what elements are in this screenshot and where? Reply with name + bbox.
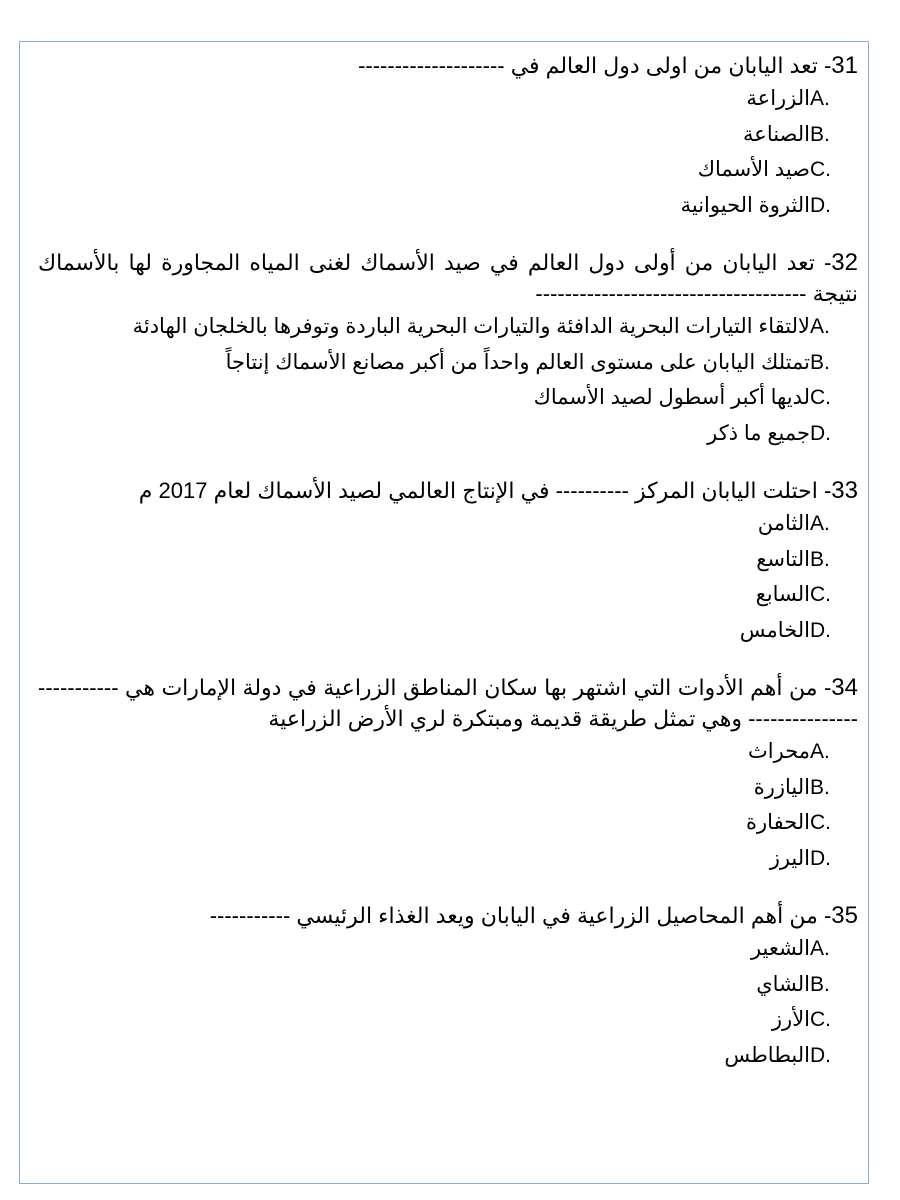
option-text: لالتقاء التيارات البحرية الدافئة والتيارات البحرية الباردة وتوفرها بالخلجان الهادئة bbox=[132, 315, 810, 338]
question-32 bbox=[38, 247, 858, 451]
question-33 bbox=[38, 475, 858, 648]
option-d[interactable] bbox=[38, 841, 858, 877]
option-c[interactable] bbox=[38, 380, 858, 416]
option-text: الصناعة bbox=[743, 122, 810, 146]
option-c[interactable] bbox=[38, 805, 858, 841]
option-a[interactable] bbox=[38, 81, 858, 117]
option-text: الأرز bbox=[771, 1008, 810, 1031]
option-b[interactable] bbox=[38, 345, 858, 381]
option-text: اليازرة bbox=[753, 775, 810, 799]
options-list bbox=[38, 506, 858, 648]
option-d[interactable] bbox=[38, 416, 858, 452]
question-number: 33 bbox=[831, 477, 858, 504]
question-text bbox=[38, 900, 858, 931]
question-number: 34 bbox=[831, 674, 858, 701]
option-text: صيد الأسماك bbox=[697, 158, 810, 181]
option-d[interactable] bbox=[38, 1038, 858, 1074]
option-letter: A. bbox=[810, 87, 830, 110]
option-letter: A. bbox=[810, 512, 830, 535]
question-body: - من أهم المحاصيل الزراعية في اليابان ويعد الغذاء الرئيسي ----------- bbox=[209, 903, 832, 928]
option-letter: B. bbox=[810, 350, 830, 374]
option-text: جميع ما ذكر bbox=[707, 421, 810, 445]
option-b[interactable] bbox=[38, 967, 858, 1003]
question-number: 31 bbox=[831, 52, 858, 79]
question-text bbox=[38, 247, 858, 309]
option-d[interactable] bbox=[38, 613, 858, 649]
option-letter: D. bbox=[810, 846, 831, 870]
option-text: التاسع bbox=[756, 547, 810, 571]
question-31 bbox=[38, 50, 858, 223]
option-c[interactable] bbox=[38, 1002, 858, 1038]
question-number: 35 bbox=[831, 902, 858, 929]
option-letter: D. bbox=[810, 421, 831, 445]
option-text: الشعير bbox=[750, 937, 810, 960]
question-34 bbox=[38, 672, 858, 876]
option-a[interactable] bbox=[38, 309, 858, 345]
option-text: لديها أكبر أسطول لصيد الأسماك bbox=[533, 386, 810, 409]
option-a[interactable] bbox=[38, 506, 858, 542]
question-text bbox=[38, 50, 858, 81]
option-letter: A. bbox=[810, 315, 830, 338]
option-letter: D. bbox=[810, 618, 831, 642]
option-letter: B. bbox=[810, 972, 830, 996]
option-letter: C. bbox=[810, 386, 831, 409]
option-text: الشاي bbox=[756, 972, 810, 996]
option-letter: D. bbox=[810, 193, 831, 217]
option-text: السابع bbox=[755, 583, 810, 606]
option-text: الزراعة bbox=[746, 87, 810, 110]
option-letter: C. bbox=[810, 158, 831, 181]
option-letter: C. bbox=[810, 583, 831, 606]
option-text: البطاطس bbox=[724, 1043, 810, 1067]
option-letter: C. bbox=[810, 1008, 831, 1031]
option-text: الثامن bbox=[757, 512, 810, 535]
question-text bbox=[38, 672, 858, 734]
option-text: الحفارة bbox=[746, 811, 810, 834]
option-letter: A. bbox=[810, 740, 830, 763]
options-list bbox=[38, 81, 858, 223]
option-letter: D. bbox=[810, 1043, 831, 1067]
question-body: - تعد اليابان من أولى دول العالم في صيد الأسماك لغنى المياه المجاورة لها بالأسماك نتيجة ------------------------------------- bbox=[38, 250, 858, 306]
option-b[interactable] bbox=[38, 770, 858, 806]
question-35 bbox=[38, 900, 858, 1073]
option-letter: B. bbox=[810, 122, 830, 146]
options-list bbox=[38, 931, 858, 1073]
question-body: - تعد اليابان من اولى دول العالم في -------------------- bbox=[358, 53, 832, 78]
option-text: تمتلك اليابان على مستوى العالم واحداً من أكبر مصانع الأسماك إنتاجاً bbox=[225, 350, 810, 374]
option-letter: C. bbox=[810, 811, 831, 834]
option-b[interactable] bbox=[38, 542, 858, 578]
option-b[interactable] bbox=[38, 117, 858, 153]
option-text: الثروة الحيوانية bbox=[680, 193, 810, 217]
option-letter: B. bbox=[810, 547, 830, 571]
option-letter: B. bbox=[810, 775, 830, 799]
question-body: - من أهم الأدوات التي اشتهر بها سكان المناطق الزراعية في دولة الإمارات هي -------------------------- وهي تمثل طريقة قديمة ومبتكرة لري الأرض الزراعية bbox=[38, 675, 858, 731]
question-body: - احتلت اليابان المركز ---------- في الإنتاج العالمي لصيد الأسماك لعام 2017 م bbox=[138, 478, 832, 503]
option-d[interactable] bbox=[38, 188, 858, 224]
option-a[interactable] bbox=[38, 734, 858, 770]
question-sheet bbox=[38, 50, 858, 1097]
option-a[interactable] bbox=[38, 931, 858, 967]
option-letter: A. bbox=[810, 937, 830, 960]
option-c[interactable] bbox=[38, 577, 858, 613]
option-text: الخامس bbox=[739, 618, 810, 642]
question-text bbox=[38, 475, 858, 506]
options-list bbox=[38, 734, 858, 876]
question-number: 32 bbox=[831, 249, 858, 276]
options-list bbox=[38, 309, 858, 451]
option-c[interactable] bbox=[38, 152, 858, 188]
option-text: اليرز bbox=[769, 846, 810, 870]
option-text: محراث bbox=[748, 740, 810, 763]
